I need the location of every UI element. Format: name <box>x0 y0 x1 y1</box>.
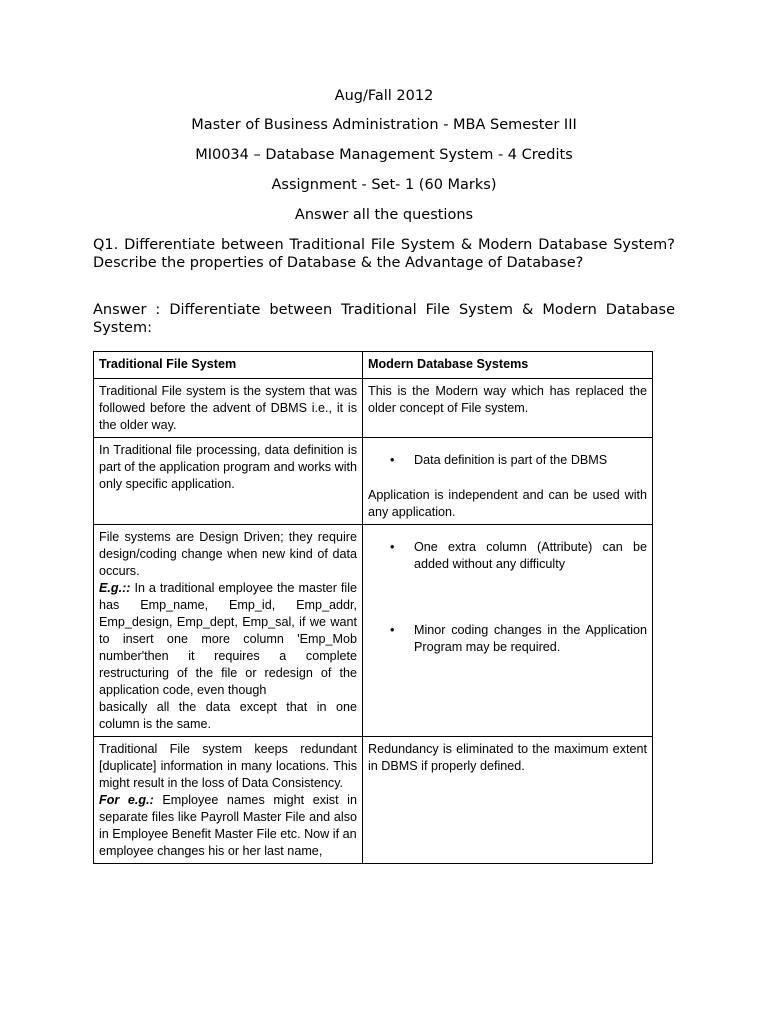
table-row <box>94 438 653 525</box>
traditional-cell: In Traditional file processing, data definition is part of the application program and works with only specific application. <box>94 438 363 525</box>
modern-cell <box>363 438 653 525</box>
traditional-cell <box>94 737 363 864</box>
question-text: Q1. Differentiate between Traditional File System & Modern Database System? Describe the properties of Database & the Advantage of Database? <box>93 237 675 271</box>
example-label: For e.g.: <box>99 793 154 807</box>
comparison-table <box>93 351 653 864</box>
program-heading: Master of Business Administration - MBA Semester III <box>191 117 577 133</box>
session-heading: Aug/Fall 2012 <box>334 88 434 104</box>
modern-cell: Redundancy is eliminated to the maximum extent in DBMS if properly defined. <box>363 737 653 864</box>
traditional-cell-text: File systems are Design Driven; they require design/coding change when new kind of data occurs. <box>99 530 357 578</box>
traditional-cell <box>94 525 363 737</box>
list-item: • Minor coding changes in the Application Program may be required. <box>368 622 647 656</box>
traditional-cell-text: Employee names might exist in separate files like Payroll Master File and also in Employee Benefit Master File etc. Now if an <box>99 793 357 841</box>
traditional-cell: Traditional File system is the system that was followed before the advent of DBMS i.e., it is the older way. <box>94 379 363 438</box>
bullet-list <box>368 539 647 573</box>
column-header-traditional: Traditional File System <box>94 352 363 379</box>
instruction-heading: Answer all the questions <box>294 207 474 223</box>
traditional-cell-text: employee changes his or her last name, <box>99 844 323 858</box>
example-label: E.g.:: <box>99 581 131 595</box>
list-item: • Data definition is part of the DBMS <box>368 452 647 469</box>
table-row <box>94 379 653 438</box>
table-row <box>94 525 653 737</box>
bullet-list <box>368 452 647 469</box>
traditional-cell-text: In a traditional employee the master file has Emp_name, Emp_id, Emp_addr, Emp_design, Emp_dept, Emp_sal, if we want to insert one more column 'Emp_Mob number'then it requires a complete restructuring of the file or redesign of the application code, even though <box>99 581 357 697</box>
column-header-modern: Modern Database Systems <box>363 352 653 379</box>
list-item: • One extra column (Attribute) can be added without any difficulty <box>368 539 647 573</box>
traditional-cell-text: Traditional File system keeps redundant [duplicate] information in many locations. This might result in the loss of Data Consistency. <box>99 742 357 790</box>
modern-cell <box>363 525 653 737</box>
table-header-row <box>94 352 653 379</box>
answer-text: Answer : Differentiate between Traditional File System & Modern Database System: <box>93 302 675 336</box>
traditional-cell-text: basically all the data except that in one column is the same. <box>99 700 357 731</box>
modern-cell: This is the Modern way which has replaced the older concept of File system. <box>363 379 653 438</box>
assignment-heading: Assignment - Set- 1 (60 Marks) <box>271 177 497 193</box>
modern-cell-text: Application is independent and can be used with any application. <box>368 488 647 519</box>
course-heading: MI0034 – Database Management System - 4 Credits <box>195 147 573 163</box>
table-row <box>94 737 653 864</box>
bullet-list <box>368 622 647 656</box>
